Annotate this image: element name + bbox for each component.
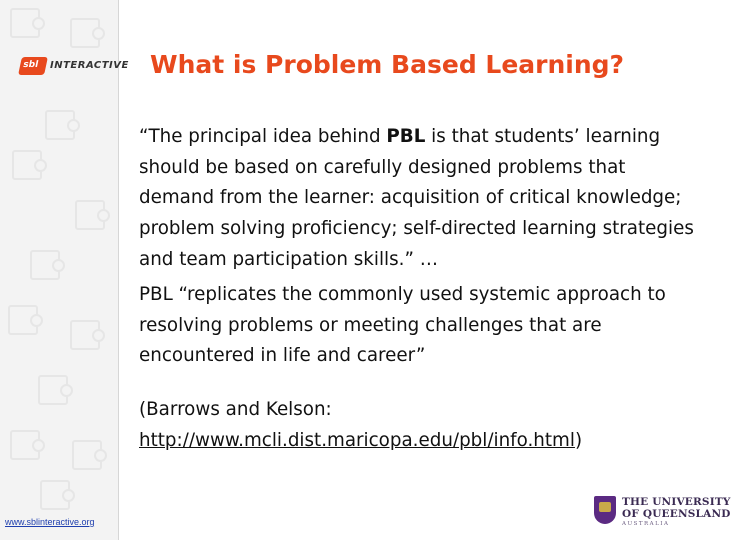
reference-prefix: (Barrows and Kelson: — [139, 399, 332, 420]
quote-paragraph — [139, 122, 699, 276]
sbl-interactive-logo — [20, 57, 129, 77]
slide-title: What is Problem Based Learning? — [150, 50, 625, 79]
puzzle-piece-icon — [70, 18, 100, 48]
puzzle-piece-icon — [70, 320, 100, 350]
puzzle-piece-icon — [75, 200, 105, 230]
logo-text: INTERACTIVE — [50, 60, 129, 71]
reference-suffix: ) — [574, 429, 583, 451]
quote-text-start: “The principal idea behind — [139, 126, 387, 147]
logo-badge — [18, 57, 48, 75]
puzzle-piece-icon — [72, 440, 102, 470]
pbl-paragraph: PBL “replicates the commonly used systemic approach to resolving problems or meeting challenges that are encountered in life and career” — [139, 284, 666, 367]
puzzle-piece-icon — [10, 8, 40, 38]
reference-paragraph — [139, 395, 699, 456]
university-logo — [594, 494, 731, 530]
puzzle-piece-icon — [38, 375, 68, 405]
sidebar — [0, 0, 129, 540]
puzzle-piece-icon — [45, 110, 75, 140]
university-country: AUSTRALIA — [622, 521, 670, 527]
quote-text-end: is that students’ learning should be based on carefully designed problems that demand from the learner: acquisition of critical knowledge; problem solving proficiency; self-directed learning strategies and team participation skills.” … — [139, 126, 694, 270]
university-name-line1: THE UNIVERSITY — [622, 496, 731, 508]
university-crest-icon — [594, 496, 616, 524]
puzzle-piece-icon — [30, 250, 60, 280]
logo-badge-text: sbl — [22, 60, 40, 70]
website-link[interactable]: www.sblinteractive.org — [5, 517, 95, 527]
reference-link[interactable]: http://www.mcli.dist.maricopa.edu/pbl/info.html — [139, 429, 575, 451]
puzzle-piece-icon — [12, 150, 42, 180]
puzzle-piece-icon — [10, 430, 40, 460]
puzzle-piece-icon — [8, 305, 38, 335]
university-name-line2: OF QUEENSLAND — [622, 508, 731, 520]
puzzle-piece-icon — [40, 480, 70, 510]
quote-text-bold: PBL — [386, 126, 426, 147]
